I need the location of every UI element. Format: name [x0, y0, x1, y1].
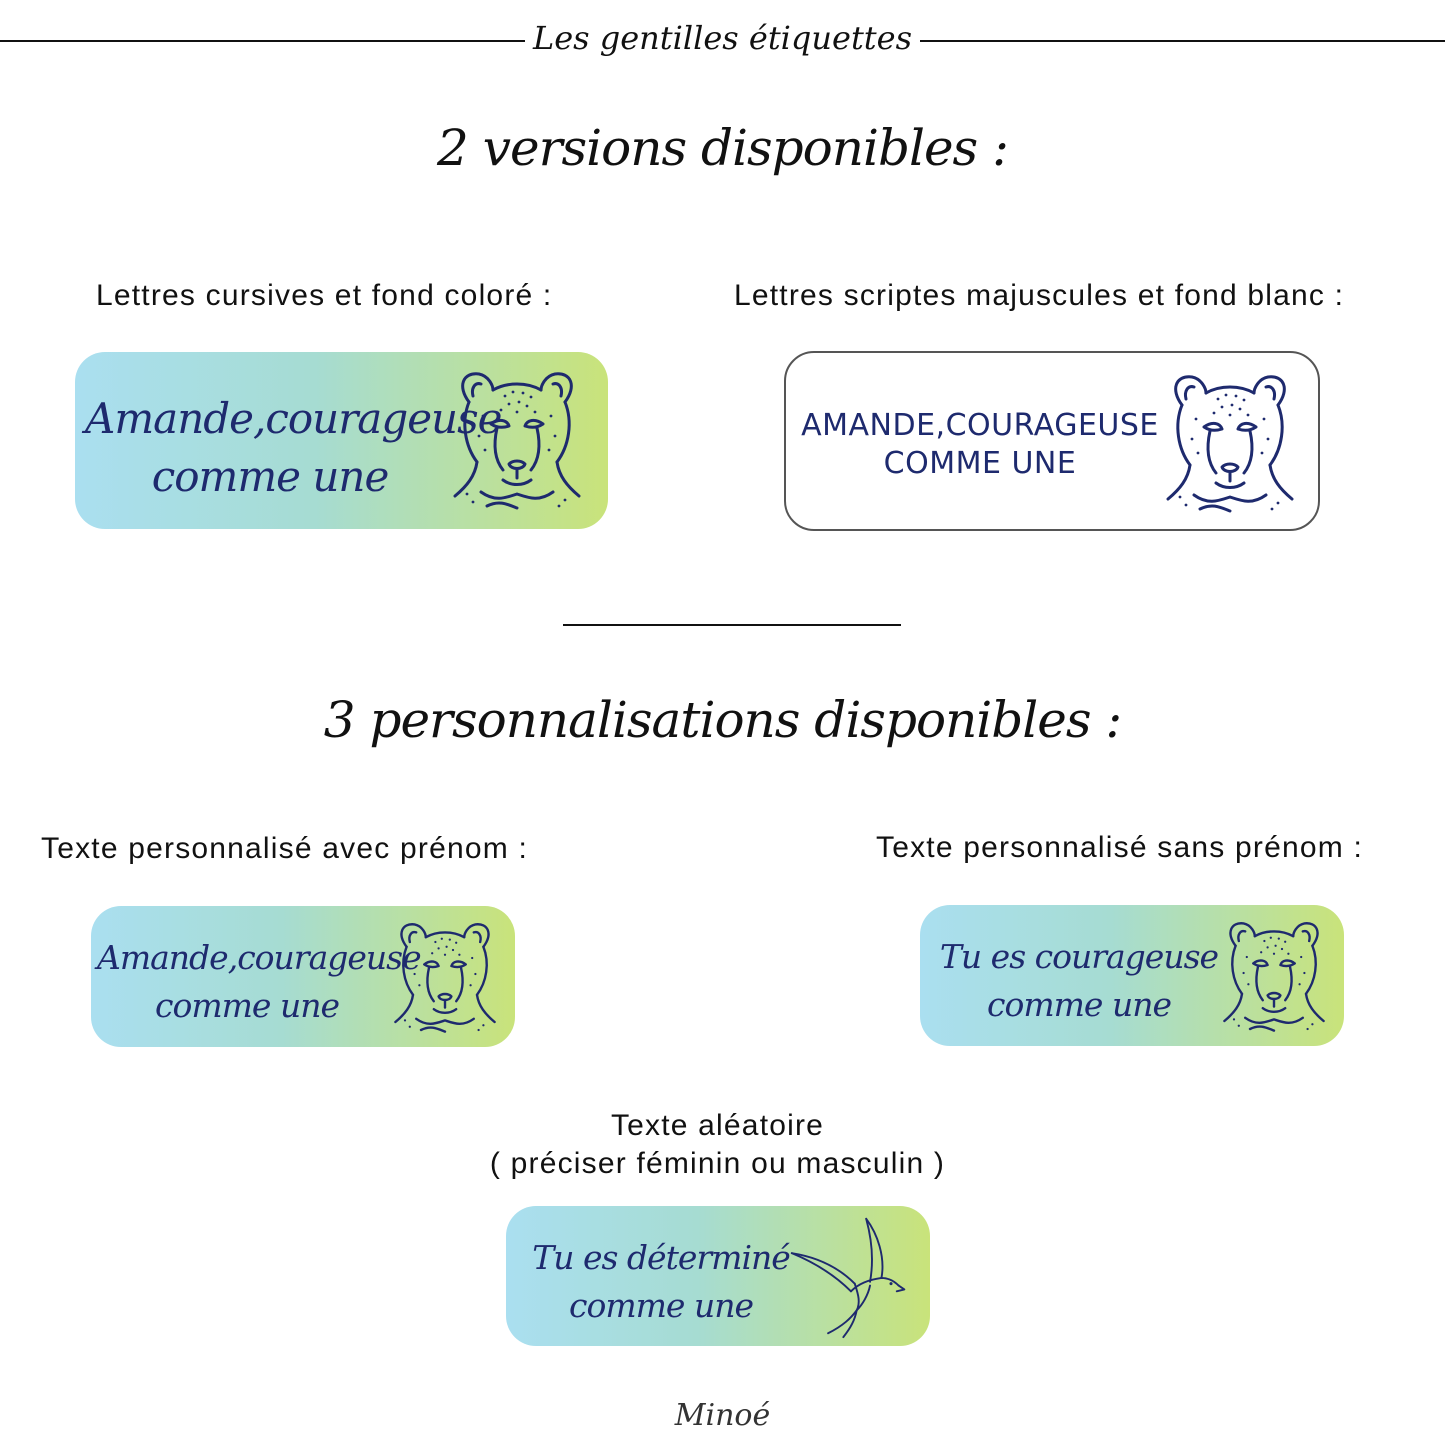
label-line-2: comme une [987, 985, 1171, 1024]
label-line-2: comme une [151, 452, 389, 501]
label-line-1: Tu es déterminé [532, 1238, 790, 1277]
label-text [85, 390, 502, 506]
cheetah-icon [447, 366, 587, 516]
label-line-1: Amande,courageuse [97, 938, 421, 977]
cheetah-icon [1160, 369, 1300, 519]
cursive-color-label [75, 352, 608, 529]
label-line-2: comme une [569, 1286, 753, 1325]
brand-title: Les gentilles étiquettes [0, 18, 1445, 58]
label-line-1: Tu es courageuse [939, 937, 1219, 976]
with-name-label [91, 906, 515, 1047]
without-name-caption: Texte personnalisé sans prénom : [876, 831, 1363, 864]
cheetah-icon [1218, 917, 1330, 1037]
cheetah-icon [389, 918, 501, 1038]
label-line-2: comme une [155, 986, 339, 1025]
label-text [97, 934, 421, 1030]
customizations-heading: 3 personnalisations disponibles : [323, 691, 1122, 749]
label-line-1: Amande,courageuse [85, 394, 502, 443]
section-divider [563, 624, 901, 626]
signature-logo: Minoé [674, 1398, 771, 1433]
random-caption-line-2: ( préciser féminin ou masculin ) [489, 1147, 946, 1180]
with-name-caption: Texte personnalisé avec prénom : [41, 832, 528, 865]
caps-white-label [784, 351, 1320, 531]
swallow-icon [788, 1212, 912, 1342]
label-text [800, 407, 1160, 483]
caps-caption: Lettres scriptes majuscules et fond blanc : [734, 279, 1345, 312]
random-label [506, 1206, 930, 1346]
cursive-caption: Lettres cursives et fond coloré : [96, 279, 553, 312]
label-text [530, 1234, 792, 1330]
label-line-2: COMME UNE [883, 446, 1077, 481]
random-caption-line-1: Texte aléatoire [610, 1109, 825, 1142]
label-text [934, 933, 1224, 1029]
without-name-label [920, 905, 1344, 1046]
versions-heading: 2 versions disponibles : [437, 119, 1008, 177]
label-line-1: AMANDE,COURAGEUSE [801, 408, 1159, 443]
